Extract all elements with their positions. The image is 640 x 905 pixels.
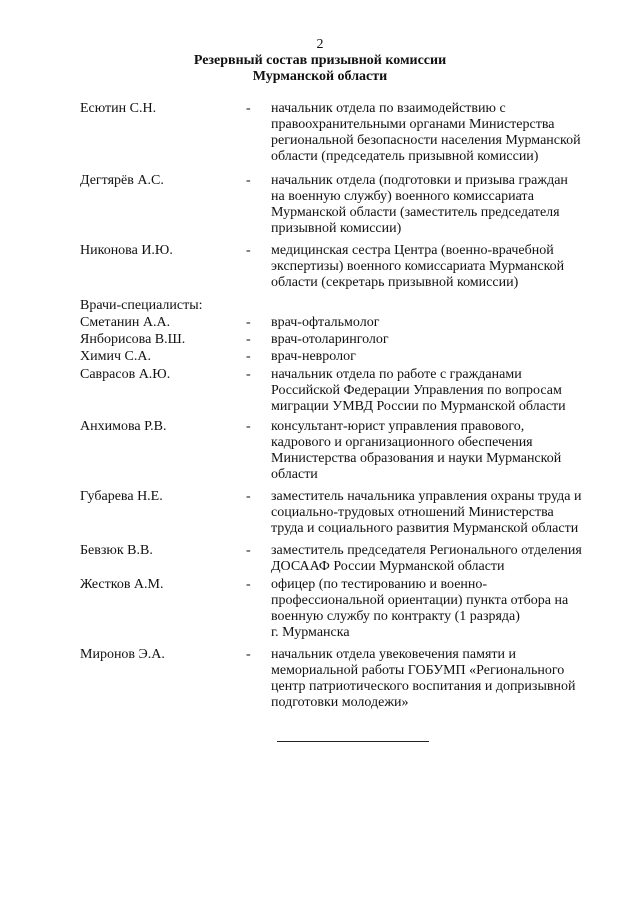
position-line: области bbox=[271, 467, 318, 482]
position-line: социально-трудовых отношений Министерства bbox=[271, 505, 554, 520]
member-name: Есютин С.Н. bbox=[80, 101, 157, 116]
member-name: Дегтярёв А.С. bbox=[80, 173, 164, 188]
member-position bbox=[271, 332, 616, 348]
specialists-heading: Врачи-специалисты: bbox=[80, 298, 203, 313]
dash-separator: - bbox=[246, 315, 251, 330]
member-name: Сметанин А.А. bbox=[80, 315, 171, 330]
dash-separator: - bbox=[246, 349, 251, 364]
position-line: офицер (по тестированию и военно- bbox=[271, 577, 488, 592]
position-line: Министерства образования и науки Мурманской bbox=[271, 451, 562, 466]
dash-separator: - bbox=[246, 367, 251, 382]
document-title bbox=[0, 53, 640, 85]
member-position bbox=[271, 349, 616, 365]
position-line: профессиональной ориентации) пункта отбора на bbox=[271, 593, 569, 608]
member-position bbox=[271, 647, 616, 711]
dash-separator: - bbox=[246, 647, 251, 662]
member-name: Губарева Н.Е. bbox=[80, 489, 163, 504]
member-position bbox=[271, 419, 616, 483]
position-line: труда и социального развития Мурманской области bbox=[271, 521, 579, 536]
member-position bbox=[271, 315, 616, 331]
position-line: врач-невролог bbox=[271, 349, 356, 364]
position-line: заместитель председателя Регионального отделения bbox=[271, 543, 582, 558]
member-position bbox=[271, 243, 616, 291]
member-name: Анхимова Р.В. bbox=[80, 419, 167, 434]
position-line: г. Мурманска bbox=[271, 625, 350, 640]
member-position bbox=[271, 489, 616, 537]
position-line: врач-отоларинголог bbox=[271, 332, 389, 347]
position-line: правоохранительными органами Министерства bbox=[271, 117, 555, 132]
title-line-1: Резервный состав призывной комиссии bbox=[193, 53, 447, 68]
member-name: Жестков А.М. bbox=[80, 577, 164, 592]
position-line: врач-офтальмолог bbox=[271, 315, 380, 330]
position-line: мемориальной работы ГОБУМП «Регионального bbox=[271, 663, 565, 678]
position-line: области (секретарь призывной комиссии) bbox=[271, 275, 519, 290]
position-line: Российской Федерации Управления по вопросам bbox=[271, 383, 562, 398]
member-position bbox=[271, 101, 616, 165]
position-line: начальник отдела увековечения памяти и bbox=[271, 647, 516, 662]
position-line: на военную службу) военного комиссариата bbox=[271, 189, 534, 204]
position-line: заместитель начальника управления охраны труда и bbox=[271, 489, 582, 504]
position-line: консультант-юрист управления правового, bbox=[271, 419, 525, 434]
dash-separator: - bbox=[246, 419, 251, 434]
closing-rule bbox=[277, 741, 429, 742]
member-name: Химич С.А. bbox=[80, 349, 151, 364]
position-line: медицинская сестра Центра (военно-врачебной bbox=[271, 243, 554, 258]
dash-separator: - bbox=[246, 543, 251, 558]
dash-separator: - bbox=[246, 489, 251, 504]
dash-separator: - bbox=[246, 577, 251, 592]
member-name: Янборисова В.Ш. bbox=[80, 332, 186, 347]
dash-separator: - bbox=[246, 173, 251, 188]
page-number: 2 bbox=[316, 37, 324, 52]
position-line: региональной безопасности населения Мурманской bbox=[271, 133, 581, 148]
position-line: призывной комиссии) bbox=[271, 221, 402, 236]
member-name: Бевзюк В.В. bbox=[80, 543, 153, 558]
dash-separator: - bbox=[246, 101, 251, 116]
member-name: Никонова И.Ю. bbox=[80, 243, 173, 258]
position-line: кадрового и организационного обеспечения bbox=[271, 435, 533, 450]
position-line: экспертизы) военного комиссариата Мурманской bbox=[271, 259, 565, 274]
member-name: Миронов Э.А. bbox=[80, 647, 165, 662]
position-line: подготовки молодежи» bbox=[271, 695, 409, 710]
dash-separator: - bbox=[246, 332, 251, 347]
position-line: центр патриотического воспитания и допризывной bbox=[271, 679, 576, 694]
member-position bbox=[271, 173, 616, 237]
position-line: начальник отдела по взаимодействию с bbox=[271, 101, 506, 116]
member-position bbox=[271, 367, 616, 415]
dash-separator: - bbox=[246, 243, 251, 258]
position-line: военную службу по контракту (1 разряда) bbox=[271, 609, 520, 624]
position-line: Мурманской области (заместитель председателя bbox=[271, 205, 560, 220]
position-line: миграции УМВД России по Мурманской области bbox=[271, 399, 566, 414]
member-position bbox=[271, 543, 616, 575]
member-name: Саврасов А.Ю. bbox=[80, 367, 171, 382]
title-line-2: Мурманской области bbox=[252, 69, 388, 84]
position-line: начальник отдела по работе с гражданами bbox=[271, 367, 522, 382]
position-line: области (председатель призывной комиссии) bbox=[271, 149, 539, 164]
position-line: начальник отдела (подготовки и призыва граждан bbox=[271, 173, 568, 188]
position-line: ДОСААФ России Мурманской области bbox=[271, 559, 505, 574]
member-position bbox=[271, 577, 616, 641]
